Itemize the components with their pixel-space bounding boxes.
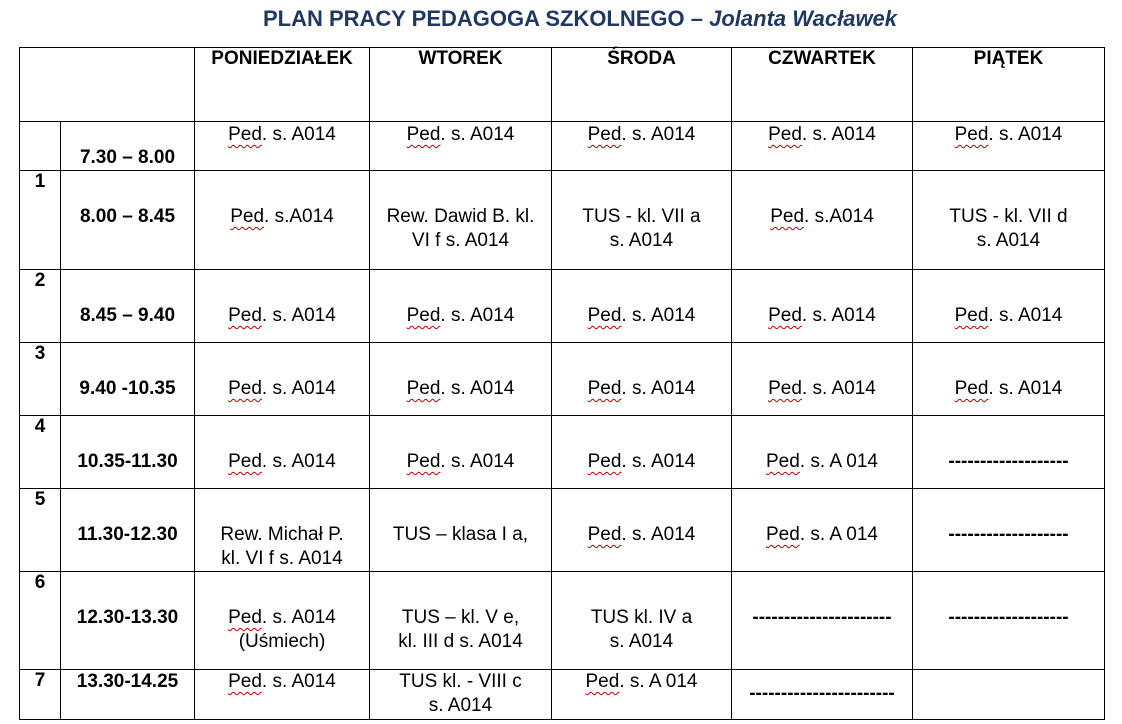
cell-content [195,122,369,147]
schedule-cell [732,171,913,270]
schedule-cell [552,171,732,270]
cell-line [552,304,731,328]
cell-line [195,123,369,147]
cell-line [552,450,731,474]
cell-line: VI f s. A014 [411,230,510,251]
empty-dash: ---------------------- [752,607,892,628]
schedule-cell [913,171,1105,270]
schedule-cell [732,572,913,670]
lesson-number: 4 [20,416,61,489]
cell-line: s. A014 [609,631,674,652]
ped-abbrev: Ped [406,124,441,145]
schedule-cell [195,416,370,489]
cell-line: TUS – kl. V e, [401,607,520,628]
lesson-number: 1 [20,171,61,270]
ped-abbrev: Ped [228,124,262,145]
schedule-cell [195,572,370,670]
empty-dash: ------------------- [948,607,1069,628]
lesson-time: 8.00 – 8.45 [79,206,176,227]
schedule-cell [370,343,552,416]
cell-content [195,343,369,401]
ped-abbrev: Ped [228,378,262,399]
cell-room: . s. A014 [261,305,336,326]
lesson-number: 3 [20,343,61,416]
cell-line [195,450,369,474]
schedule-cell [370,416,552,489]
cell-line [732,304,912,328]
cell-line [552,523,731,547]
schedule-cell [370,122,552,171]
ped-abbrev: Ped [406,451,441,472]
cell-content [552,270,731,328]
page-title [0,6,1122,32]
schedule-cell [552,489,732,572]
lesson-time: 7.30 – 8.00 [79,147,176,168]
cell-content [732,416,912,474]
cell-line: TUS – klasa I a, [392,524,529,545]
cell-room: . s. A014 [440,451,515,472]
cell-content [552,343,731,401]
ped-abbrev: Ped [406,305,441,326]
lesson-time: 9.40 -10.35 [79,378,176,399]
cell-room: . s. A014 [440,378,515,399]
ped-abbrev: Ped [768,378,802,399]
schedule-cell [552,416,732,489]
cell-content [195,489,369,571]
title-main: PLAN PRACY PEDAGOGA SZKOLNEGO – [262,6,710,31]
schedule-cell [552,343,732,416]
cell-content [370,122,551,147]
lesson-time: 8.45 – 9.40 [79,305,176,326]
cell-content [370,270,551,328]
cell-content [913,489,1104,547]
table-row [20,270,1105,343]
schedule-table [19,47,1105,720]
cell-line [732,450,912,474]
cell-room: . s. A014 [988,124,1063,145]
cell-room: . s. A014 [621,378,696,399]
cell-content [913,343,1104,401]
ped-abbrev: Ped [587,305,622,326]
cell-content [913,270,1104,328]
lesson-time-cell [61,122,195,171]
table-row [20,489,1105,572]
cell-content [370,343,551,401]
day-header: PIĄTEK [913,48,1105,122]
cell-content [370,416,551,474]
cell-line [195,205,369,229]
cell-content [732,670,912,706]
cell-content [913,416,1104,474]
schedule-cell [732,489,913,572]
table-row [20,416,1105,489]
cell-content [913,572,1104,630]
lesson-time-cell [61,489,195,572]
day-header: CZWARTEK [732,48,913,122]
cell-line: Rew. Michał P. [220,524,344,545]
schedule-cell [732,122,913,171]
lesson-time: 13.30-14.25 [76,671,179,692]
cell-room: . s.A014 [264,206,334,227]
ped-abbrev: Ped [954,378,989,399]
cell-room: . s. A014 [988,305,1063,326]
cell-line: TUS - kl. VII a [582,206,701,227]
cell-line [552,670,731,694]
lesson-time-cell [61,343,195,416]
day-header: WTOREK [370,48,552,122]
cell-content [370,572,551,654]
lesson-number: 2 [20,270,61,343]
cell-content [370,670,551,718]
cell-line [552,377,731,401]
schedule-cell [370,489,552,572]
cell-line [732,205,912,229]
cell-room: . s. A014 [440,305,515,326]
ped-abbrev: Ped [230,206,265,227]
ped-abbrev: Ped [228,671,262,692]
schedule-cell [370,171,552,270]
cell-content [732,343,912,401]
schedule-cell [732,343,913,416]
cell-line [370,304,551,328]
ped-abbrev: Ped [768,305,802,326]
ped-abbrev: Ped [770,206,805,227]
schedule-cell [370,270,552,343]
ped-abbrev: Ped [587,124,622,145]
cell-room: . s. A014 [801,305,876,326]
cell-room: . s. A014 [261,451,336,472]
cell-line [732,523,912,547]
schedule-cell [732,670,913,720]
lesson-time-cell [61,572,195,670]
cell-line [195,377,369,401]
cell-room: . s.A014 [804,206,874,227]
table-row [20,171,1105,270]
ped-abbrev: Ped [766,524,800,545]
schedule-cell [552,670,732,720]
cell-content [732,572,912,630]
schedule-cell [913,670,1105,720]
ped-abbrev: Ped [587,378,622,399]
ped-abbrev: Ped [766,451,800,472]
cell-line [732,123,912,147]
cell-content [370,489,551,547]
cell-content [913,171,1104,253]
cell-line: TUS kl. - VIII c [399,671,522,692]
cell-room: . s. A014 [621,124,696,145]
cell-content [195,171,369,229]
cell-line: s. A014 [976,230,1041,251]
schedule-cell [370,572,552,670]
day-header: PONIEDZIAŁEK [195,48,370,122]
cell-room: . s. A014 [261,671,336,692]
cell-line: Rew. Dawid B. kl. [386,206,535,227]
cell-line [913,377,1104,401]
lesson-time-cell [61,670,195,720]
cell-room: . s. A 014 [799,451,878,472]
cell-line: kl. VI f s. A014 [221,548,343,569]
schedule-cell [195,122,370,171]
ped-abbrev: Ped [587,524,622,545]
cell-line [195,606,369,630]
cell-content [552,670,731,694]
ped-abbrev: Ped [228,607,262,628]
schedule-cell [195,171,370,270]
cell-line [370,123,551,147]
schedule-cell [913,416,1105,489]
ped-abbrev: Ped [585,671,620,692]
cell-room: . s. A014 [988,378,1063,399]
empty-dash: ------------------- [948,451,1069,472]
schedule-cell [913,572,1105,670]
schedule-cell [195,489,370,572]
header-row [20,48,1105,122]
ped-abbrev: Ped [768,124,802,145]
table-row [20,122,1105,171]
schedule-cell [552,122,732,171]
cell-room: . s. A014 [440,124,515,145]
cell-room: . s. A 014 [619,671,698,692]
table-row [20,572,1105,670]
cell-content [732,122,912,147]
cell-content [732,270,912,328]
schedule-cell [913,489,1105,572]
lesson-time: 11.30-12.30 [77,524,178,545]
lesson-time-cell [61,270,195,343]
ped-abbrev: Ped [228,305,262,326]
empty-dash: ----------------------- [749,683,895,704]
lesson-time-cell [61,416,195,489]
ped-abbrev: Ped [954,305,989,326]
cell-room: . s. A014 [621,451,696,472]
cell-line [370,450,551,474]
lesson-number [20,122,61,171]
cell-line: (Uśmiech) [238,631,326,652]
schedule-cell [195,270,370,343]
cell-line [195,304,369,328]
ped-abbrev: Ped [228,451,262,472]
table-row [20,670,1105,720]
cell-room: . s. A014 [801,124,876,145]
cell-line: s. A014 [609,230,674,251]
ped-abbrev: Ped [406,378,441,399]
table-row [20,343,1105,416]
cell-content [552,572,731,654]
day-header: ŚRODA [552,48,732,122]
header-corner [20,48,195,122]
cell-room: . s. A014 [261,124,336,145]
cell-line [370,377,551,401]
cell-content [732,489,912,547]
cell-line: TUS - kl. VII d [949,206,1068,227]
cell-content [195,572,369,654]
lesson-time-cell [61,171,195,270]
lesson-time: 12.30-13.30 [76,607,179,628]
cell-line [913,123,1104,147]
schedule-cell [195,343,370,416]
cell-content [195,416,369,474]
cell-content [370,171,551,253]
cell-content [552,122,731,147]
cell-content [552,416,731,474]
cell-content [195,670,369,694]
lesson-number: 5 [20,489,61,572]
cell-content [552,171,731,253]
schedule-cell [370,670,552,720]
ped-abbrev: Ped [954,124,989,145]
schedule-cell [913,343,1105,416]
schedule-cell [552,270,732,343]
schedule-cell [732,416,913,489]
cell-room: . s. A014 [261,378,336,399]
empty-dash: ------------------- [948,524,1069,545]
cell-room: . s. A014 [261,607,336,628]
cell-line: s. A014 [428,695,493,716]
cell-room: . s. A 014 [799,524,878,545]
cell-room: . s. A014 [621,524,696,545]
cell-line [552,123,731,147]
ped-abbrev: Ped [587,451,622,472]
cell-line: kl. III d s. A014 [398,631,523,652]
cell-room: . s. A014 [801,378,876,399]
cell-room: . s. A014 [621,305,696,326]
cell-line [732,377,912,401]
schedule-cell [913,270,1105,343]
lesson-number: 6 [20,572,61,670]
lesson-time: 10.35-11.30 [77,451,178,472]
cell-line [195,670,369,694]
cell-line: TUS kl. IV a [590,607,693,628]
title-name: Jolanta Wacławek [709,6,898,31]
schedule-cell [732,270,913,343]
cell-content [195,270,369,328]
schedule-cell [913,122,1105,171]
cell-content [732,171,912,229]
cell-content [913,122,1104,147]
lesson-number: 7 [20,670,61,720]
cell-content [552,489,731,547]
schedule-cell [195,670,370,720]
cell-line [913,304,1104,328]
schedule-cell [552,572,732,670]
